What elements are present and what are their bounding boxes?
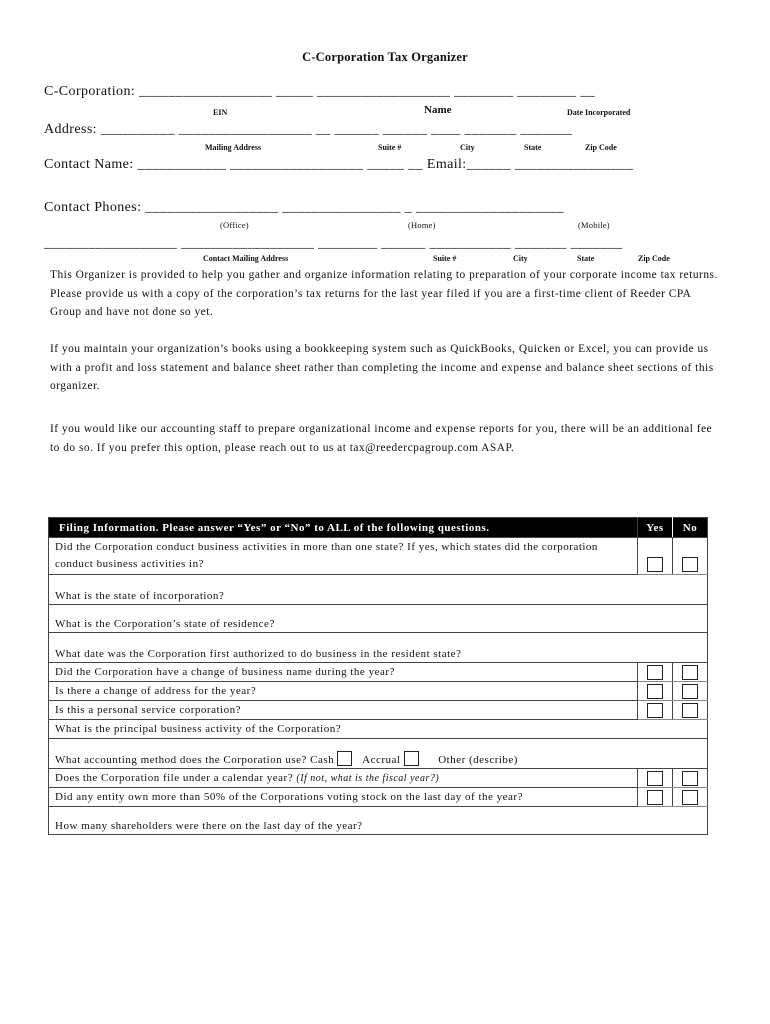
name-change-no-checkbox[interactable] xyxy=(682,665,698,680)
question-calendar-year xyxy=(49,769,638,788)
question-row-over-50 xyxy=(49,788,708,807)
calendar-year-no-checkbox[interactable] xyxy=(682,771,698,786)
filing-information-table xyxy=(48,517,708,835)
office-phone-label: (Office) xyxy=(220,220,249,230)
accrual-checkbox[interactable] xyxy=(404,751,419,766)
question-accounting-method xyxy=(49,739,708,769)
question-row-personal-service xyxy=(49,701,708,720)
home-phone-label: (Home) xyxy=(408,220,436,230)
question-row-shareholders xyxy=(49,807,708,835)
date-incorporated-label: Date Incorporated xyxy=(567,108,631,117)
bookkeeping-paragraph: If you maintain your organization’s books using a bookkeeping system such as QuickBooks, Quicken or Excel, you can provide us with a profit and loss statement and balance sheet rather than completing the income and expense and balance sheet sections of this organizer. xyxy=(50,343,714,392)
calendar-year-text: Does the Corporation file under a calendar year? xyxy=(55,772,294,784)
address-change-yes-checkbox[interactable] xyxy=(647,684,663,699)
question-row-first-authorized xyxy=(49,633,708,663)
question-shareholders[interactable]: How many shareholders were there on the last day of the year? xyxy=(49,807,708,835)
personal-service-yes-checkbox[interactable] xyxy=(647,703,663,718)
contact-name-line[interactable]: Contact Name: ____________ __________________ _____ __ Email:______ ________________ xyxy=(44,157,634,172)
multistate-yes-checkbox[interactable] xyxy=(647,557,663,572)
zip-label: Zip Code xyxy=(585,143,617,152)
question-row-state-incorporation xyxy=(49,575,708,605)
city-label: City xyxy=(460,143,475,152)
yes-column-header: Yes xyxy=(638,518,673,538)
mobile-phone-label: (Mobile) xyxy=(578,220,610,230)
over-50-no-checkbox[interactable] xyxy=(682,790,698,805)
mailing-address-label: Mailing Address xyxy=(205,143,262,152)
question-name-change: Did the Corporation have a change of business name during the year? xyxy=(49,663,638,682)
accrual-label: Accrual xyxy=(362,754,401,766)
calendar-year-yes-checkbox[interactable] xyxy=(647,771,663,786)
name-change-yes-checkbox[interactable] xyxy=(647,665,663,680)
cash-checkbox[interactable] xyxy=(337,751,352,766)
question-row-name-change xyxy=(49,663,708,682)
address-line[interactable]: Address: __________ __________________ __ ______ ______ ____ _______ _______ xyxy=(44,122,573,137)
contact-address-line[interactable]: __________________ __________________ ________ ______ ___________ _______ _______ xyxy=(44,236,623,251)
contact-mailing-address-label: Contact Mailing Address xyxy=(203,254,289,263)
question-row-address-change xyxy=(49,682,708,701)
question-personal-service: Is this a personal service corporation? xyxy=(49,701,638,720)
over-50-yes-checkbox[interactable] xyxy=(647,790,663,805)
ein-label: EIN xyxy=(213,108,228,117)
contact-zip-label: Zip Code xyxy=(638,254,670,263)
other-describe-label[interactable]: Other (describe) xyxy=(438,754,518,766)
question-over-50: Did any entity own more than 50% of the Corporations voting stock on the last day of the year? xyxy=(49,788,638,807)
question-principal-activity[interactable]: What is the principal business activity of the Corporation? xyxy=(49,720,708,739)
question-state-incorporation[interactable]: What is the state of incorporation? xyxy=(49,575,708,605)
question-multistate: Did the Corporation conduct business activities in more than one state? If yes, which states did the corporation conduct business activities in? xyxy=(49,538,638,575)
question-row-principal-activity xyxy=(49,720,708,739)
no-column-header: No xyxy=(673,518,708,538)
question-first-authorized[interactable]: What date was the Corporation first authorized to do business in the resident state? xyxy=(49,633,708,663)
contact-state-label: State xyxy=(577,254,595,263)
personal-service-no-checkbox[interactable] xyxy=(682,703,698,718)
question-state-residence[interactable]: What is the Corporation’s state of residence? xyxy=(49,605,708,633)
suite-label: Suite # xyxy=(378,143,402,152)
question-row-state-residence xyxy=(49,605,708,633)
fiscal-year-note: (If not, what is the fiscal year?) xyxy=(296,773,440,784)
intro-paragraph: This Organizer is provided to help you gather and organize information relating to preparation of your corporate income tax returns. Please provide us with a copy of the corporation’s tax returns for the last year filed if you are a first-time client of Reeder CPA Group and have not done so yet. xyxy=(50,269,718,318)
page-title: C-Corporation Tax Organizer xyxy=(302,50,468,64)
accounting-method-text: What accounting method does the Corporation use? Cash xyxy=(55,754,335,766)
question-row-accounting-method xyxy=(49,739,708,769)
state-label: State xyxy=(524,143,542,152)
contact-phones-line[interactable]: Contact Phones: __________________ ________________ _ ____________________ xyxy=(44,200,564,215)
name-label: Name xyxy=(424,104,452,116)
question-row-calendar-year xyxy=(49,769,708,788)
corporation-line[interactable]: C-Corporation: __________________ _____ __________________ ________ ________ __ xyxy=(44,84,596,99)
address-change-no-checkbox[interactable] xyxy=(682,684,698,699)
question-address-change: Is there a change of address for the year? xyxy=(49,682,638,701)
contact-city-label: City xyxy=(513,254,528,263)
question-row-multistate xyxy=(49,538,708,575)
staff-fee-paragraph: If you would like our accounting staff to prepare organizational income and expense reports for you, there will be an additional fee to do so. If you prefer this option, please reach out to us at tax@reedercpagroup.com ASAP. xyxy=(50,423,713,454)
filing-header: Filing Information. Please answer “Yes” or “No” to ALL of the following questions. xyxy=(49,518,638,538)
multistate-no-checkbox[interactable] xyxy=(682,557,698,572)
contact-suite-label: Suite # xyxy=(433,254,457,263)
